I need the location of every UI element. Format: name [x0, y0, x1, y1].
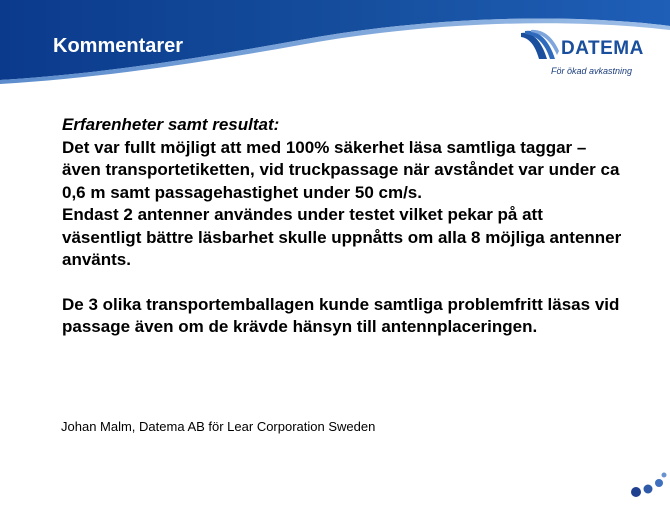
datema-logo-mark-icon — [519, 29, 559, 63]
paragraph-packaging: De 3 olika transportemballagen kunde samtliga problemfritt läsas vid passage även om de krävde hänsyn till antennplaceringen. — [62, 294, 620, 336]
section-heading: Erfarenheter samt resultat: — [62, 115, 280, 134]
paragraph-antennas: Endast 2 antenner användes under testet vilket pekar på att väsentligt bättre läsbarhet skulle uppnåtts om alla 8 möjliga antenner använts. — [62, 205, 622, 269]
author-credit: Johan Malm, Datema AB för Lear Corporation Sweden — [61, 419, 376, 434]
paragraph-spacer — [62, 272, 622, 294]
page-title: Kommentarer — [53, 35, 184, 57]
dots-icon — [628, 472, 668, 502]
comment-body — [62, 114, 622, 339]
paragraph-result-reading: Det var fullt möjligt att med 100% säkerhet läsa samtliga taggar – även transportetiketten, vid truckpassage när avståndet var under ca 0,6 m samt passagehastighet under 50 cm/s. — [62, 137, 620, 202]
datema-logo — [519, 29, 659, 79]
logo-tagline: För ökad avkastning — [551, 66, 633, 76]
logo-wordmark: DATEMA — [561, 38, 644, 59]
